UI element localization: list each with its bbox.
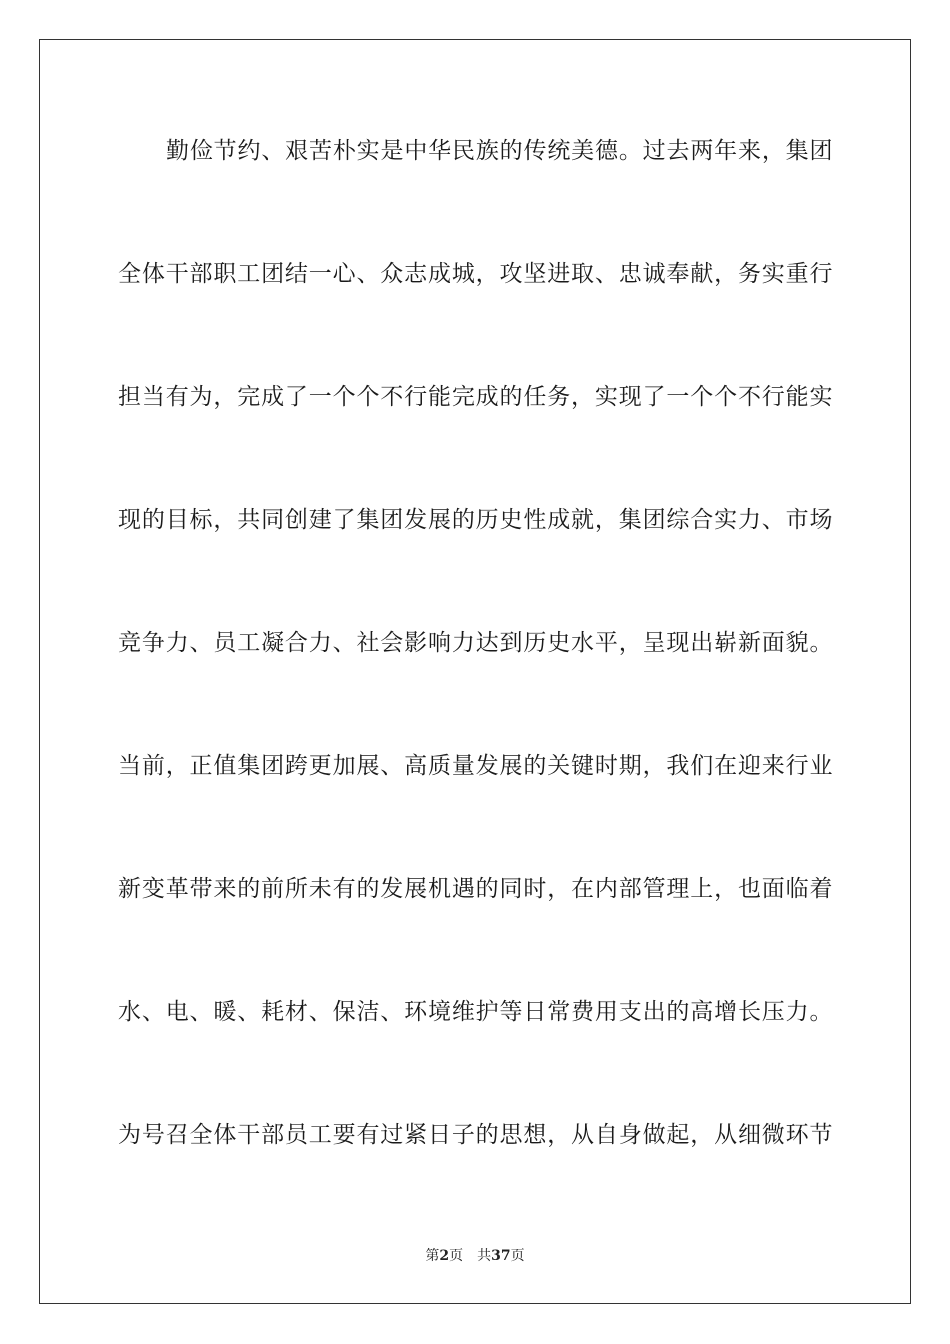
text-line-7: 新变革带来的前所未有的发展机遇的同时，在内部管理上，也面临着	[118, 876, 833, 902]
total-label-prefix: 共	[477, 1248, 492, 1264]
text-line-8: 水、电、暖、耗材、保洁、环境维护等日常费用支出的高增长压力。	[118, 999, 833, 1025]
total-label-suffix: 页	[510, 1248, 525, 1264]
page-number: 2	[439, 1248, 450, 1264]
text-line-6: 当前，正值集团跨更加展、高质量发展的关键时期，我们在迎来行业	[118, 753, 833, 779]
text-line-4: 现的目标，共同创建了集团发展的历史性成就，集团综合实力、市场	[118, 507, 833, 533]
page-label-suffix: 页	[449, 1248, 464, 1264]
text-line-9: 为号召全体干部员工要有过紧日子的思想，从自身做起，从细微环节	[118, 1122, 833, 1148]
text-line-3: 担当有为，完成了一个个不行能完成的任务，实现了一个个不行能实	[118, 384, 833, 410]
page-footer	[0, 1246, 950, 1266]
text-line-5: 竞争力、员工凝合力、社会影响力达到历史水平，呈现出崭新面貌。	[118, 630, 833, 656]
total-pages: 37	[491, 1248, 511, 1264]
text-line-2: 全体干部职工团结一心、众志成城，攻坚进取、忠诚奉献，务实重行	[118, 261, 833, 287]
text-line-1: 勤俭节约、艰苦朴实是中华民族的传统美德。过去两年来，集团	[166, 138, 833, 164]
page-label-prefix: 第	[425, 1248, 440, 1264]
